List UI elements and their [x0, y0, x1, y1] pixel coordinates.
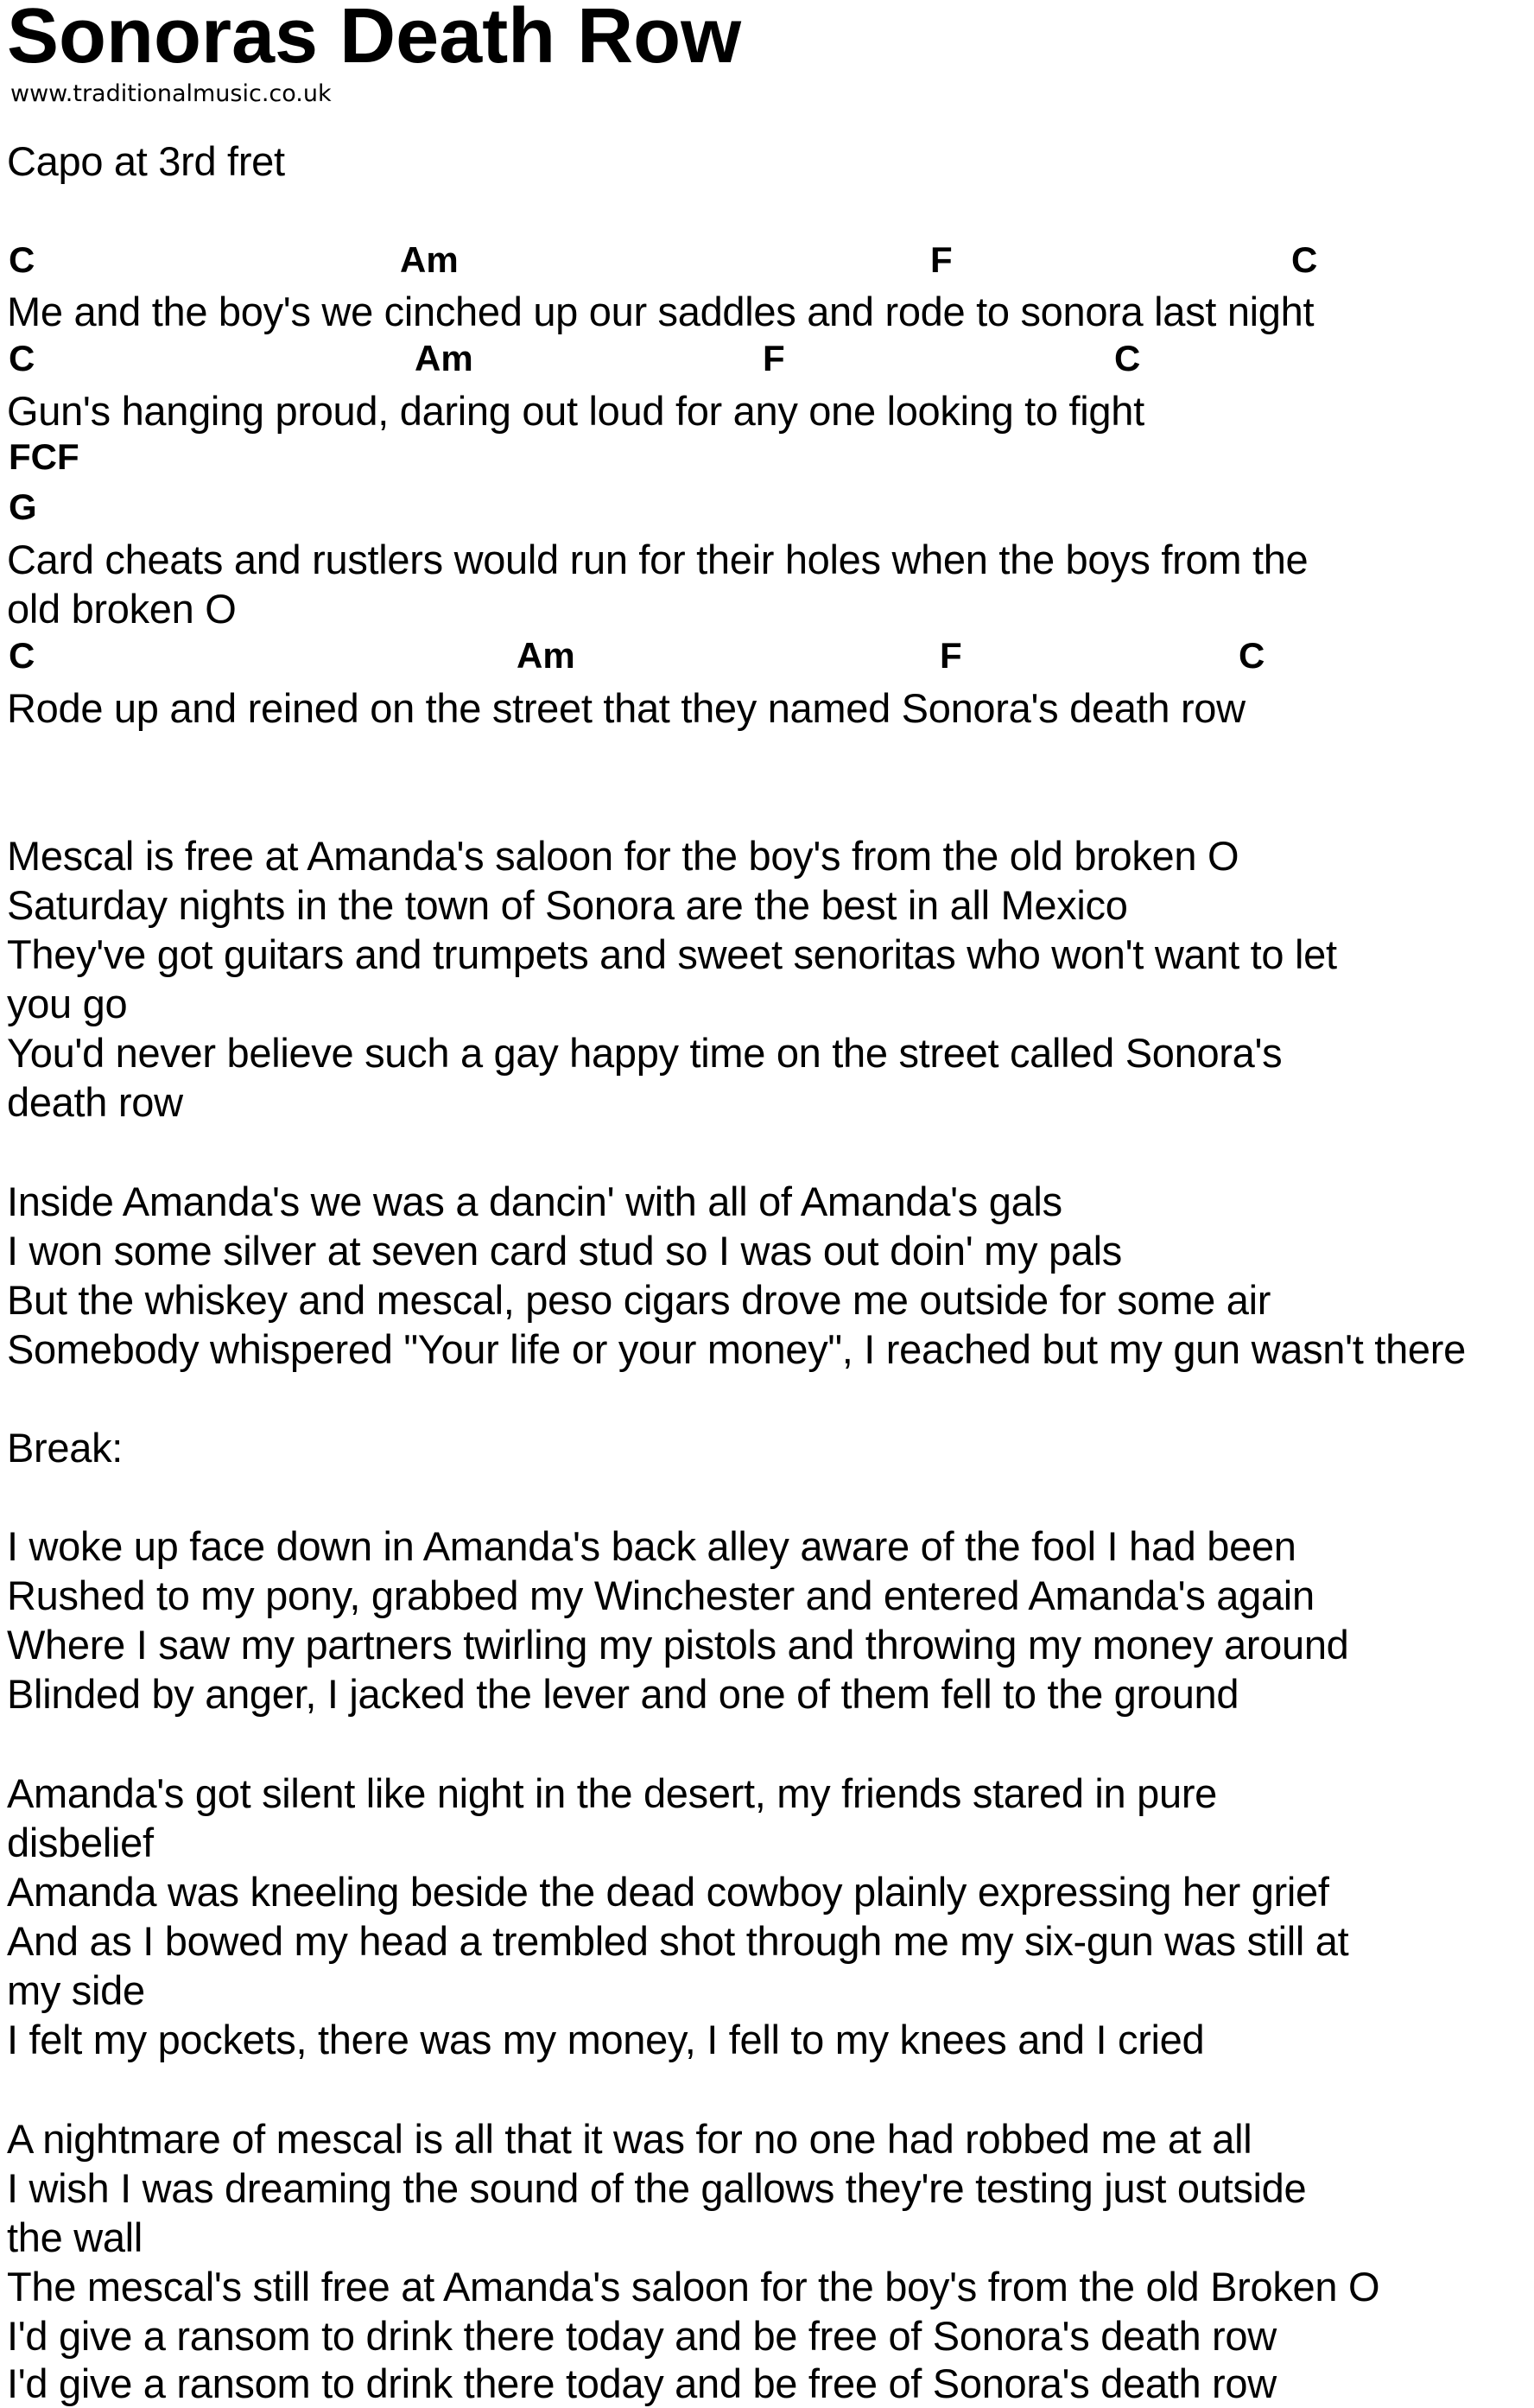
- lyric-line: Saturday nights in the town of Sonora are the best in all Mexico: [7, 882, 1128, 928]
- lyric-line: I felt my pockets, there was my money, I fell to my knees and I cried: [7, 2017, 1205, 2062]
- chord: C: [9, 239, 35, 280]
- lyric-line: the wall: [7, 2214, 143, 2260]
- lyric-line: They've got guitars and trumpets and sweet senoritas who won't want to let: [7, 931, 1337, 977]
- lyric-line: I won some silver at seven card stud so I was out doin' my pals: [7, 1228, 1122, 1274]
- lyric-line: And as I bowed my head a trembled shot through me my six-gun was still at: [7, 1918, 1349, 1964]
- chord: C: [1114, 338, 1141, 378]
- chord: Am: [415, 338, 473, 378]
- break-label: Break:: [7, 1425, 124, 1471]
- lyric-line: Where I saw my partners twirling my pistols and throwing my money around: [7, 1622, 1349, 1668]
- chord: Am: [517, 635, 575, 676]
- chord-line: [0, 435, 1534, 479]
- lyric-line: Inside Amanda's we was a dancin' with all of Amanda's gals: [7, 1179, 1062, 1224]
- lyric-line: Blinded by anger, I jacked the lever and one of them fell to the ground: [7, 1671, 1239, 1717]
- chord-line: [0, 486, 1534, 529]
- lyric-line: I wish I was dreaming the sound of the gallows they're testing just outside: [7, 2165, 1307, 2211]
- lyric-line: I'd give a ransom to drink there today and be free of Sonora's death row: [7, 2360, 1277, 2406]
- lyric-line: Somebody whispered "Your life or your money", I reached but my gun wasn't there: [7, 1326, 1466, 1372]
- lyric-line: The mescal's still free at Amanda's saloon for the boy's from the old Broken O: [7, 2264, 1380, 2310]
- lyric-line: you go: [7, 981, 128, 1026]
- lyric-line: Mescal is free at Amanda's saloon for the boy's from the old broken O: [7, 833, 1239, 879]
- chord: F: [930, 239, 953, 280]
- chord: FCF: [9, 436, 79, 477]
- website-url: www.traditionalmusic.co.uk: [10, 80, 332, 107]
- lyric-line: A nightmare of mescal is all that it was for no one had robbed me at all: [7, 2116, 1252, 2162]
- lyric-line: I'd give a ransom to drink there today and be free of Sonora's death row: [7, 2313, 1277, 2359]
- chord: G: [9, 486, 37, 527]
- lyric-line: But the whiskey and mescal, peso cigars drove me outside for some air: [7, 1277, 1271, 1323]
- song-title: Sonoras Death Row: [7, 0, 742, 79]
- chord: C: [9, 338, 35, 378]
- chord-line: [0, 238, 1534, 282]
- chord: F: [763, 338, 785, 378]
- lyric-line: old broken O: [7, 586, 237, 632]
- chord: F: [940, 635, 962, 676]
- lyric-line: my side: [7, 1967, 145, 2013]
- lyric-line: death row: [7, 1079, 183, 1125]
- lyric-line: Gun's hanging proud, daring out loud for any one looking to fight: [7, 388, 1144, 434]
- lyric-line: Amanda was kneeling beside the dead cowboy plainly expressing her grief: [7, 1869, 1329, 1915]
- lyric-line: You'd never believe such a gay happy time on the street called Sonora's: [7, 1030, 1283, 1076]
- chord: Am: [400, 239, 459, 280]
- chord: C: [9, 635, 35, 676]
- lyric-line: Me and the boy's we cinched up our saddles and rode to sonora last night: [7, 289, 1315, 334]
- capo-note: Capo at 3rd fret: [7, 138, 285, 184]
- lyric-line: disbelief: [7, 1820, 154, 1865]
- lyric-line: Rushed to my pony, grabbed my Winchester and entered Amanda's again: [7, 1573, 1315, 1618]
- chord: C: [1239, 635, 1265, 676]
- lyric-line: I woke up face down in Amanda's back alley aware of the fool I had been: [7, 1523, 1296, 1569]
- lyric-line: Card cheats and rustlers would run for their holes when the boys from the: [7, 537, 1309, 582]
- chord: C: [1291, 239, 1318, 280]
- lyric-line: Amanda's got silent like night in the desert, my friends stared in pure: [7, 1770, 1218, 1816]
- chord-line: [0, 337, 1534, 380]
- lyric-line: Rode up and reined on the street that they named Sonora's death row: [7, 685, 1246, 731]
- chord-line: [0, 634, 1534, 677]
